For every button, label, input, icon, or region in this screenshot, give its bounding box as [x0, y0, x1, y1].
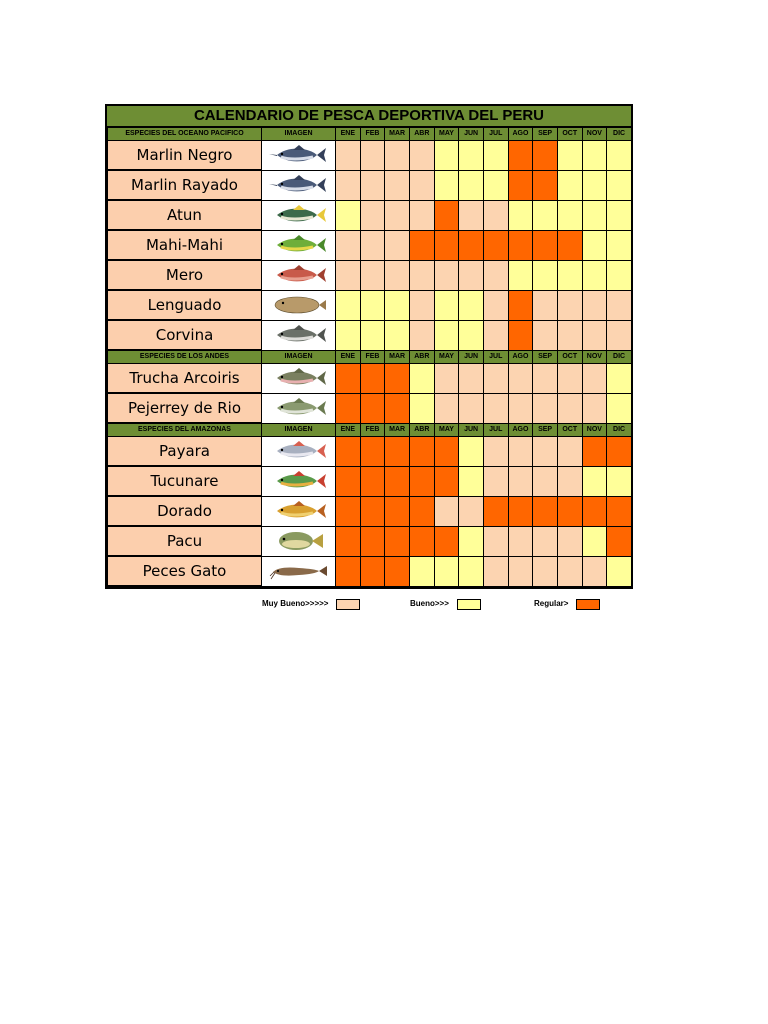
legend-label: Muy Bueno>>>>> — [262, 599, 329, 608]
month-rating-cell — [483, 466, 508, 496]
month-rating-cell — [409, 437, 434, 467]
month-rating-cell — [533, 526, 558, 556]
month-rating-cell — [409, 393, 434, 423]
month-rating-cell — [409, 364, 434, 394]
month-header: SEP — [533, 423, 558, 437]
section-header-row — [108, 423, 632, 437]
month-rating-cell — [557, 364, 582, 394]
marlin-icon — [269, 144, 329, 166]
month-rating-cell — [459, 290, 484, 320]
month-rating-cell — [607, 290, 632, 320]
species-name: Atun — [108, 200, 262, 230]
month-rating-cell — [582, 526, 607, 556]
section-header-row — [108, 350, 632, 364]
species-row — [108, 200, 632, 230]
month-rating-cell — [336, 260, 361, 290]
species-name: Corvina — [108, 320, 262, 350]
species-row — [108, 466, 632, 496]
month-rating-cell — [434, 364, 459, 394]
month-rating-cell — [409, 260, 434, 290]
month-rating-cell — [459, 320, 484, 350]
month-rating-cell — [434, 141, 459, 171]
species-row — [108, 556, 632, 586]
species-name: Lenguado — [108, 290, 262, 320]
month-header: NOV — [582, 128, 607, 141]
month-rating-cell — [385, 290, 410, 320]
month-header: ABR — [409, 350, 434, 364]
month-header: OCT — [557, 350, 582, 364]
calendar-table — [107, 127, 632, 587]
month-rating-cell — [533, 437, 558, 467]
month-rating-cell — [582, 437, 607, 467]
image-column-header: IMAGEN — [262, 423, 336, 437]
month-rating-cell — [582, 393, 607, 423]
month-rating-cell — [434, 437, 459, 467]
month-header: JUL — [483, 423, 508, 437]
month-rating-cell — [360, 526, 385, 556]
species-name: Marlin Negro — [108, 141, 262, 171]
month-rating-cell — [434, 200, 459, 230]
month-rating-cell — [508, 526, 533, 556]
section-title: ESPECIES DEL OCEANO PACIFICO — [108, 128, 262, 141]
month-rating-cell — [459, 170, 484, 200]
month-rating-cell — [459, 141, 484, 171]
calendar-title: CALENDARIO DE PESCA DEPORTIVA DEL PERU — [107, 106, 631, 127]
species-image-cell — [262, 200, 336, 230]
month-rating-cell — [533, 556, 558, 586]
species-image-cell — [262, 170, 336, 200]
month-rating-cell — [409, 496, 434, 526]
month-rating-cell — [533, 496, 558, 526]
month-rating-cell — [483, 437, 508, 467]
month-rating-cell — [582, 466, 607, 496]
month-rating-cell — [582, 290, 607, 320]
month-header: ABR — [409, 423, 434, 437]
month-rating-cell — [607, 437, 632, 467]
month-rating-cell — [434, 230, 459, 260]
month-rating-cell — [360, 437, 385, 467]
month-rating-cell — [459, 364, 484, 394]
species-row — [108, 170, 632, 200]
month-header: OCT — [557, 128, 582, 141]
month-rating-cell — [385, 556, 410, 586]
month-header: ENE — [336, 350, 361, 364]
month-rating-cell — [385, 320, 410, 350]
species-row — [108, 437, 632, 467]
month-rating-cell — [483, 556, 508, 586]
month-rating-cell — [483, 230, 508, 260]
month-header: OCT — [557, 423, 582, 437]
month-header: SEP — [533, 350, 558, 364]
month-header: FEB — [360, 423, 385, 437]
month-rating-cell — [360, 170, 385, 200]
section-title: ESPECIES DEL AMAZONAS — [108, 423, 262, 437]
species-image-cell — [262, 393, 336, 423]
month-rating-cell — [360, 496, 385, 526]
month-rating-cell — [483, 320, 508, 350]
legend-swatch — [336, 599, 360, 610]
month-header: JUL — [483, 350, 508, 364]
month-rating-cell — [385, 260, 410, 290]
month-rating-cell — [336, 526, 361, 556]
month-rating-cell — [582, 260, 607, 290]
month-rating-cell — [360, 230, 385, 260]
legend — [262, 597, 622, 611]
month-rating-cell — [336, 200, 361, 230]
month-rating-cell — [385, 200, 410, 230]
month-rating-cell — [360, 393, 385, 423]
month-rating-cell — [336, 170, 361, 200]
month-rating-cell — [360, 260, 385, 290]
month-rating-cell — [483, 290, 508, 320]
month-rating-cell — [360, 364, 385, 394]
month-rating-cell — [336, 466, 361, 496]
month-rating-cell — [557, 200, 582, 230]
month-header: SEP — [533, 128, 558, 141]
month-rating-cell — [385, 496, 410, 526]
month-header: ABR — [409, 128, 434, 141]
month-rating-cell — [409, 466, 434, 496]
month-rating-cell — [582, 230, 607, 260]
month-rating-cell — [557, 526, 582, 556]
month-header: MAR — [385, 350, 410, 364]
species-name: Mero — [108, 260, 262, 290]
month-header: AGO — [508, 423, 533, 437]
month-header: ENE — [336, 128, 361, 141]
month-rating-cell — [409, 526, 434, 556]
species-row — [108, 496, 632, 526]
month-header: JUN — [459, 350, 484, 364]
month-rating-cell — [557, 260, 582, 290]
month-header: MAY — [434, 128, 459, 141]
month-rating-cell — [336, 320, 361, 350]
species-row — [108, 320, 632, 350]
species-image-cell — [262, 320, 336, 350]
species-image-cell — [262, 364, 336, 394]
species-image-cell — [262, 437, 336, 467]
month-rating-cell — [607, 230, 632, 260]
month-rating-cell — [557, 320, 582, 350]
month-rating-cell — [459, 496, 484, 526]
month-rating-cell — [336, 141, 361, 171]
species-image-cell — [262, 230, 336, 260]
species-row — [108, 141, 632, 171]
month-rating-cell — [459, 200, 484, 230]
month-rating-cell — [336, 364, 361, 394]
month-rating-cell — [385, 526, 410, 556]
month-rating-cell — [607, 364, 632, 394]
month-rating-cell — [582, 200, 607, 230]
month-rating-cell — [533, 466, 558, 496]
month-rating-cell — [557, 466, 582, 496]
silverside-icon — [269, 397, 329, 419]
species-image-cell — [262, 556, 336, 586]
month-rating-cell — [483, 496, 508, 526]
month-rating-cell — [459, 393, 484, 423]
month-header: JUL — [483, 128, 508, 141]
image-column-header: IMAGEN — [262, 350, 336, 364]
pacu-icon — [269, 530, 329, 552]
month-rating-cell — [607, 556, 632, 586]
month-rating-cell — [533, 170, 558, 200]
month-rating-cell — [557, 230, 582, 260]
month-rating-cell — [385, 170, 410, 200]
month-rating-cell — [434, 393, 459, 423]
month-header: NOV — [582, 350, 607, 364]
month-rating-cell — [434, 556, 459, 586]
species-image-cell — [262, 290, 336, 320]
legend-label: Regular> — [534, 599, 569, 608]
month-rating-cell — [385, 466, 410, 496]
month-rating-cell — [582, 556, 607, 586]
species-row — [108, 526, 632, 556]
month-rating-cell — [336, 230, 361, 260]
month-rating-cell — [557, 393, 582, 423]
species-image-cell — [262, 496, 336, 526]
month-rating-cell — [360, 556, 385, 586]
month-header: JUN — [459, 423, 484, 437]
species-name: Peces Gato — [108, 556, 262, 586]
month-header: MAR — [385, 128, 410, 141]
catfish-icon — [269, 560, 329, 582]
month-rating-cell — [385, 141, 410, 171]
month-rating-cell — [360, 141, 385, 171]
month-rating-cell — [483, 260, 508, 290]
month-rating-cell — [483, 170, 508, 200]
month-rating-cell — [533, 393, 558, 423]
month-rating-cell — [483, 141, 508, 171]
month-rating-cell — [607, 141, 632, 171]
month-rating-cell — [607, 496, 632, 526]
month-rating-cell — [508, 260, 533, 290]
month-rating-cell — [508, 141, 533, 171]
month-rating-cell — [459, 556, 484, 586]
month-rating-cell — [409, 290, 434, 320]
month-rating-cell — [508, 466, 533, 496]
month-rating-cell — [360, 200, 385, 230]
species-row — [108, 230, 632, 260]
month-rating-cell — [557, 170, 582, 200]
species-name: Marlin Rayado — [108, 170, 262, 200]
month-header: AGO — [508, 128, 533, 141]
month-header: MAY — [434, 350, 459, 364]
species-name: Pejerrey de Rio — [108, 393, 262, 423]
month-rating-cell — [336, 437, 361, 467]
month-rating-cell — [385, 364, 410, 394]
month-rating-cell — [409, 320, 434, 350]
month-rating-cell — [434, 466, 459, 496]
month-rating-cell — [360, 290, 385, 320]
month-rating-cell — [533, 364, 558, 394]
peacock-bass-icon — [269, 470, 329, 492]
legend-swatch — [457, 599, 481, 610]
month-rating-cell — [533, 200, 558, 230]
month-rating-cell — [434, 260, 459, 290]
month-rating-cell — [459, 260, 484, 290]
tuna-icon — [269, 204, 329, 226]
month-rating-cell — [508, 200, 533, 230]
month-rating-cell — [434, 526, 459, 556]
month-rating-cell — [409, 141, 434, 171]
month-rating-cell — [483, 200, 508, 230]
species-image-cell — [262, 466, 336, 496]
section-title: ESPECIES DE LOS ANDES — [108, 350, 262, 364]
month-rating-cell — [409, 170, 434, 200]
species-name: Mahi-Mahi — [108, 230, 262, 260]
month-header: DIC — [607, 350, 632, 364]
month-rating-cell — [336, 556, 361, 586]
month-rating-cell — [508, 290, 533, 320]
month-header: DIC — [607, 128, 632, 141]
dorado-fish-icon — [269, 234, 329, 256]
month-rating-cell — [483, 364, 508, 394]
month-rating-cell — [508, 496, 533, 526]
legend-item — [410, 597, 481, 611]
marlin-icon — [269, 174, 329, 196]
month-rating-cell — [607, 320, 632, 350]
legend-swatch — [576, 599, 600, 610]
month-header: JUN — [459, 128, 484, 141]
month-rating-cell — [508, 230, 533, 260]
croaker-icon — [269, 324, 329, 346]
month-rating-cell — [582, 141, 607, 171]
month-rating-cell — [434, 290, 459, 320]
month-rating-cell — [557, 290, 582, 320]
month-header: FEB — [360, 350, 385, 364]
month-rating-cell — [533, 141, 558, 171]
month-header: MAY — [434, 423, 459, 437]
month-header: AGO — [508, 350, 533, 364]
month-rating-cell — [336, 290, 361, 320]
month-rating-cell — [508, 320, 533, 350]
month-rating-cell — [582, 320, 607, 350]
month-rating-cell — [459, 230, 484, 260]
month-rating-cell — [533, 290, 558, 320]
fishing-calendar — [105, 104, 633, 589]
species-name: Pacu — [108, 526, 262, 556]
month-rating-cell — [508, 364, 533, 394]
species-row — [108, 290, 632, 320]
month-rating-cell — [459, 437, 484, 467]
month-rating-cell — [582, 170, 607, 200]
month-rating-cell — [459, 466, 484, 496]
month-rating-cell — [607, 200, 632, 230]
month-rating-cell — [607, 393, 632, 423]
flounder-icon — [269, 294, 329, 316]
species-image-cell — [262, 141, 336, 171]
month-rating-cell — [607, 170, 632, 200]
month-rating-cell — [434, 320, 459, 350]
legend-item — [534, 597, 600, 611]
month-rating-cell — [557, 556, 582, 586]
month-rating-cell — [409, 200, 434, 230]
species-image-cell — [262, 260, 336, 290]
species-row — [108, 260, 632, 290]
month-rating-cell — [607, 526, 632, 556]
month-rating-cell — [607, 260, 632, 290]
month-rating-cell — [533, 260, 558, 290]
month-rating-cell — [557, 496, 582, 526]
month-rating-cell — [385, 230, 410, 260]
legend-item — [262, 597, 360, 611]
month-header: NOV — [582, 423, 607, 437]
month-rating-cell — [360, 466, 385, 496]
month-rating-cell — [434, 170, 459, 200]
month-rating-cell — [360, 320, 385, 350]
section-header-row — [108, 128, 632, 141]
month-rating-cell — [385, 437, 410, 467]
month-header: MAR — [385, 423, 410, 437]
month-rating-cell — [459, 526, 484, 556]
month-rating-cell — [508, 437, 533, 467]
month-rating-cell — [336, 496, 361, 526]
month-rating-cell — [557, 141, 582, 171]
species-name: Trucha Arcoiris — [108, 364, 262, 394]
legend-label: Bueno>>> — [410, 599, 449, 608]
trout-icon — [269, 367, 329, 389]
month-rating-cell — [508, 556, 533, 586]
month-header: ENE — [336, 423, 361, 437]
month-rating-cell — [483, 393, 508, 423]
month-rating-cell — [582, 496, 607, 526]
month-rating-cell — [508, 393, 533, 423]
month-rating-cell — [385, 393, 410, 423]
species-name: Payara — [108, 437, 262, 467]
species-name: Dorado — [108, 496, 262, 526]
month-rating-cell — [409, 556, 434, 586]
month-rating-cell — [557, 437, 582, 467]
image-column-header: IMAGEN — [262, 128, 336, 141]
species-row — [108, 364, 632, 394]
month-rating-cell — [607, 466, 632, 496]
month-header: FEB — [360, 128, 385, 141]
month-rating-cell — [533, 320, 558, 350]
payara-icon — [269, 440, 329, 462]
species-name: Tucunare — [108, 466, 262, 496]
month-rating-cell — [434, 496, 459, 526]
month-rating-cell — [409, 230, 434, 260]
month-rating-cell — [508, 170, 533, 200]
month-rating-cell — [336, 393, 361, 423]
month-rating-cell — [582, 364, 607, 394]
species-row — [108, 393, 632, 423]
month-header: DIC — [607, 423, 632, 437]
month-rating-cell — [483, 526, 508, 556]
grouper-icon — [269, 264, 329, 286]
species-image-cell — [262, 526, 336, 556]
month-rating-cell — [533, 230, 558, 260]
golden-dorado-icon — [269, 500, 329, 522]
